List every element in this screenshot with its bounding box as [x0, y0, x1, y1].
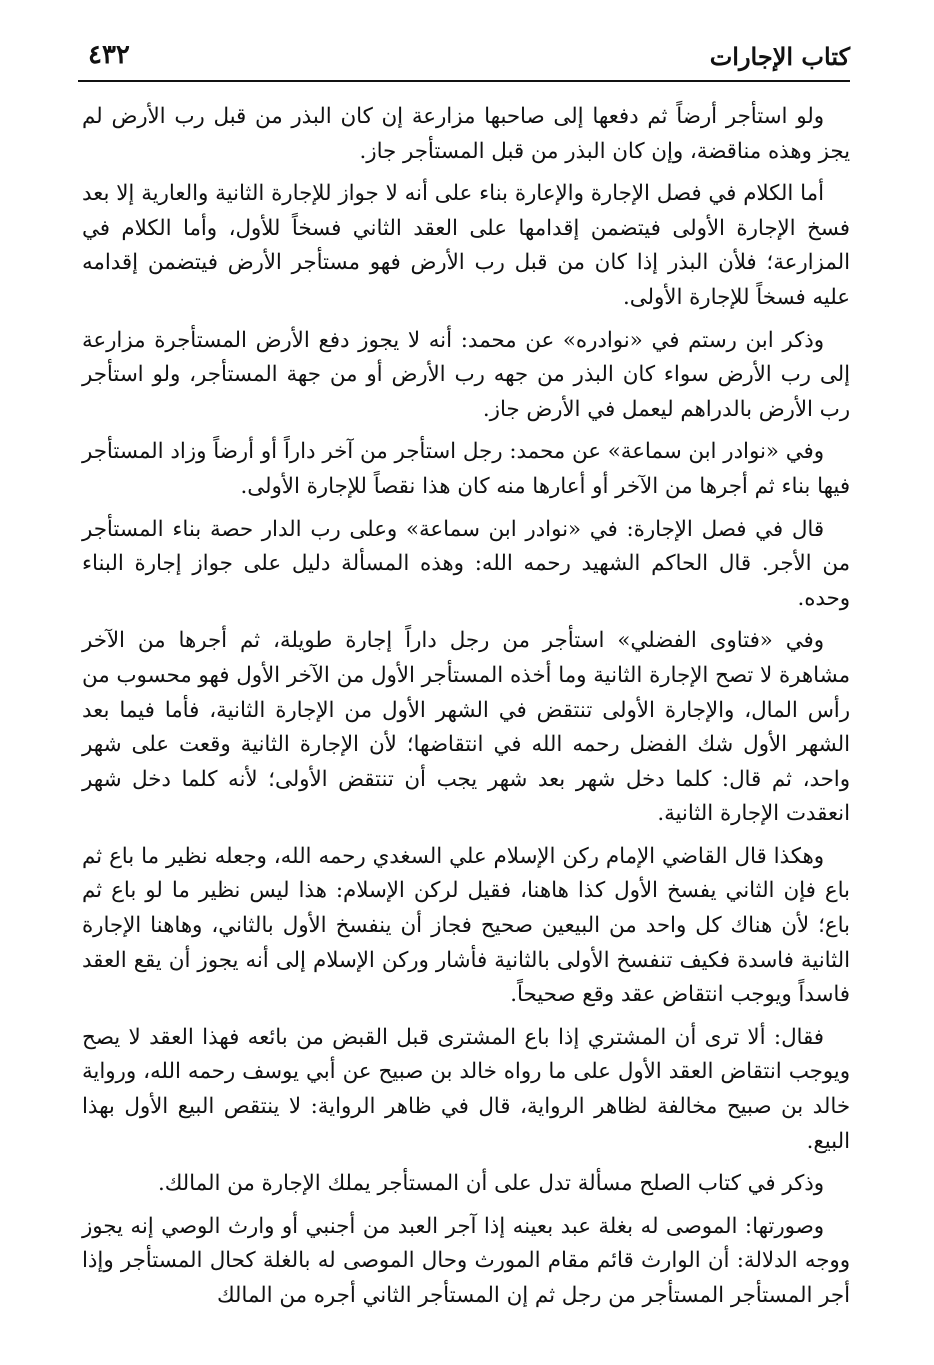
paragraph: قال في فصل الإجارة: في «نوادر ابن سماعة» وعلى رب الدار حصة بناء المستأجر من الأجر. قال الحاكم الشهيد رحمه الله: وهذه المسألة دليل على جواز إجارة البناء وحده.	[82, 516, 850, 611]
page-body	[82, 100, 850, 1322]
page-number: ٤٣٢	[88, 40, 130, 70]
paragraph: وهكذا قال القاضي الإمام ركن الإسلام علي السغدي رحمه الله، وجعله نظير ما باع ثم باع فإن الثاني يفسخ الأول كذا هاهنا، فقيل لركن الإسلام: هذا ليس نظير ما لو باع ثم باع؛ لأن هناك كل واحد من البيعين صحيح فجاز أن ينفسخ الأول بالثاني، وهاهنا الإجارة الثانية فاسدة فكيف تنفسخ الأولى بالثانية فأشار وركن الإسلام إلى أنه يجوز أن يقع العقد فاسداً ويوجب انتقاض عقد وقع صحيحاً.	[82, 843, 850, 1008]
paragraph: وفي «فتاوى الفضلي» استأجر من رجل داراً إجارة طويلة، ثم أجرها من الآخر مشاهرة لا تصح الإجارة الثانية وما أخذه المستأجر الأول من الآخر الأول فهو محسوب من رأس المال، والإجارة الأولى تنتقض في الشهر الأول من الإجارة الثانية، فأما فيما بعد الشهر الأول شك الفضل رحمه الله في انتقاضها؛ لأن الإجارة الثانية وقعت على شهر واحد، ثم قال: كلما دخل شهر بعد شهر يجب أن تنتقض الأولى؛ لأنه كلما دخل شهر انعقدت الإجارة الثانية.	[82, 628, 850, 827]
paragraph: وفي «نوادر ابن سماعة» عن محمد: رجل استأجر من آخر داراً أو أرضاً وزاد المستأجر فيها بناء ثم أجرها من الآخر أو أعارها منه كان هذا نقصاً للإجارة الأولى.	[82, 439, 850, 499]
book-title: كتاب الإجارات	[709, 42, 850, 71]
paragraph: فقال: ألا ترى أن المشتري إذا باع المشترى قبل القبض من بائعه فهذا العقد لا يصح ويوجب انتقاض العقد الأول على ما رواه خالد بن صبيح عن أبي يوسف رحمه الله، ورواية خالد بن صبيح مخالفة لظاهر الرواية، قال في ظاهر الرواية: لا ينتقص البيع الأول بهذا البيع.	[82, 1024, 850, 1154]
paragraph: ولو استأجر أرضاً ثم دفعها إلى صاحبها مزارعة إن كان البذر من قبل رب الأرض لم يجز وهذه مناقضة، وإن كان البذر من قبل المستأجر جاز.	[82, 104, 850, 164]
paragraph: وصورتها: الموصى له بغلة عبد بعينه إذا آجر العبد من أجنبي أو وارث الوصي إنه يجوز ووجه الدلالة: أن الوارث قائم مقام المورث وحال الموصى له بالغلة كحال المستأجر وإذا أجر المستأجر المستأجر من رجل ثم إن المستأجر الثاني أجره من المالك	[82, 1213, 850, 1308]
header-divider	[78, 80, 850, 82]
paragraph: وذكر في كتاب الصلح مسألة تدل على أن المستأجر يملك الإجارة من المالك.	[157, 1171, 824, 1197]
paragraph: وذكر ابن رستم في «نوادره» عن محمد: أنه لا يجوز دفع الأرض المستأجرة مزارعة إلى رب الأرض سواء كان البذر من جهه رب الأرض أو من جهة المستأجر، ولو استأجر رب الأرض بالدراهم ليعمل في الأرض جاز.	[82, 327, 850, 422]
paragraph: أما الكلام في فصل الإجارة والإعارة بناء على أنه لا جواز للإجارة الثانية والعارية إلا بعد فسخ الإجارة الأولى فيتضمن إقدامها على العقد الثاني فسخاً للأول، وأما الكلام في المزارعة؛ فلأن البذر إذا كان من قبل رب الأرض فهو مستأجر الأرض فيتضمن إقدامه عليه فسخاً للإجارة الأولى.	[82, 181, 850, 310]
page-header	[78, 38, 850, 82]
